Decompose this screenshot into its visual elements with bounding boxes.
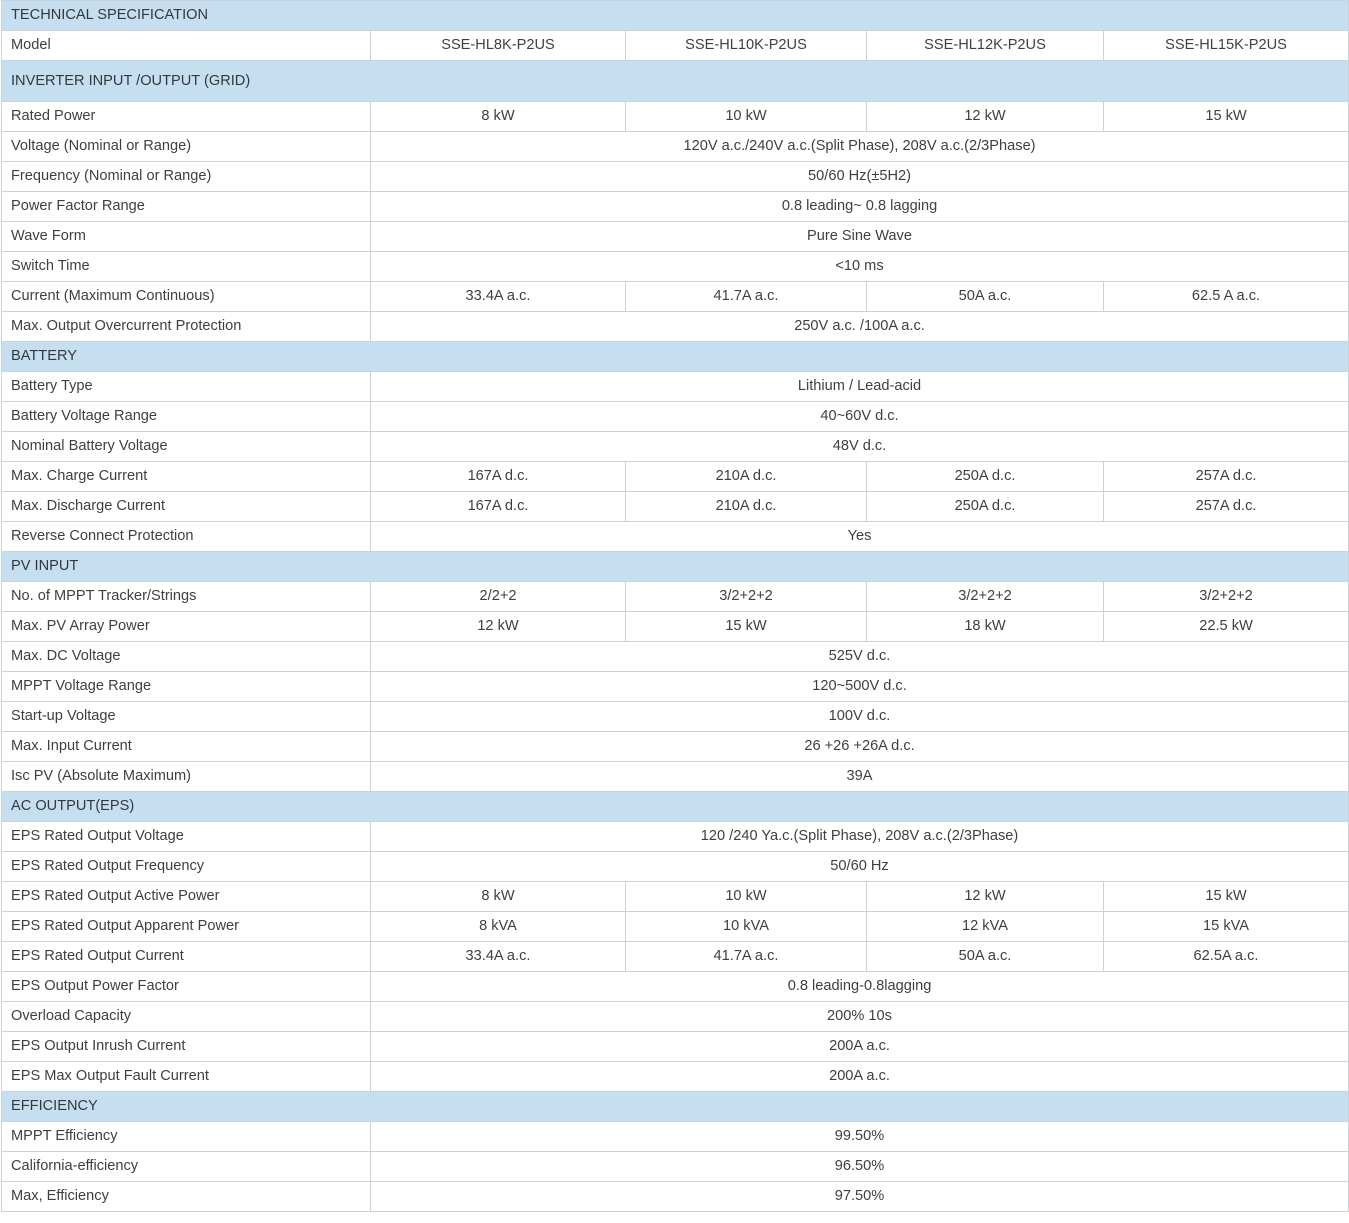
spec-row [2,312,1349,342]
spec-value: 15 kW [626,612,867,642]
spec-value-shared: 96.50% [371,1152,1349,1182]
section-header-row [2,342,1349,372]
spec-label: California-efficiency [2,1152,371,1182]
spec-label: Max, Efficiency [2,1182,371,1212]
spec-value-shared: 99.50% [371,1122,1349,1152]
spec-row [2,432,1349,462]
spec-value-shared: Yes [371,522,1349,552]
spec-value-shared: 200A a.c. [371,1062,1349,1092]
spec-value-shared: 26 +26 +26A d.c. [371,732,1349,762]
spec-row [2,282,1349,312]
spec-row [2,372,1349,402]
spec-value: 41.7A a.c. [626,942,867,972]
spec-value: 12 kW [867,882,1104,912]
spec-value-shared: 200A a.c. [371,1032,1349,1062]
spec-value: 12 kW [867,102,1104,132]
spec-value: 15 kVA [1104,912,1349,942]
spec-value-shared: 40~60V d.c. [371,402,1349,432]
spec-row [2,852,1349,882]
spec-value: 33.4A a.c. [371,282,626,312]
spec-label: Overload Capacity [2,1002,371,1032]
spec-row [2,132,1349,162]
model-name: SSE-HL10K-P2US [626,31,867,61]
spec-label: EPS Rated Output Apparent Power [2,912,371,942]
spec-row [2,462,1349,492]
spec-value: 250A d.c. [867,492,1104,522]
spec-row [2,402,1349,432]
spec-value: 8 kW [371,882,626,912]
spec-value-shared: 39A [371,762,1349,792]
spec-value: 3/2+2+2 [867,582,1104,612]
spec-row [2,882,1349,912]
section-header-row [2,552,1349,582]
spec-value: 18 kW [867,612,1104,642]
spec-value: 41.7A a.c. [626,282,867,312]
spec-label: Switch Time [2,252,371,282]
model-row [2,31,1349,61]
spec-row [2,732,1349,762]
spec-row [2,912,1349,942]
spec-value: 15 kW [1104,882,1349,912]
spec-label: Max. PV Array Power [2,612,371,642]
spec-value: 50A a.c. [867,942,1104,972]
spec-value-shared: <10 ms [371,252,1349,282]
spec-row [2,582,1349,612]
spec-row [2,702,1349,732]
section-header-row [2,792,1349,822]
spec-label: EPS Rated Output Frequency [2,852,371,882]
spec-value-shared: 48V d.c. [371,432,1349,462]
section-header: BATTERY [2,342,1349,372]
spec-table-body [2,1,1349,1212]
spec-value: 210A d.c. [626,462,867,492]
spec-value-shared: 50/60 Hz [371,852,1349,882]
spec-table [1,0,1349,1212]
model-name: SSE-HL8K-P2US [371,31,626,61]
spec-label: Battery Type [2,372,371,402]
spec-label: MPPT Efficiency [2,1122,371,1152]
spec-value-shared: 200% 10s [371,1002,1349,1032]
spec-label: Voltage (Nominal or Range) [2,132,371,162]
section-header-row [2,1092,1349,1122]
spec-row [2,942,1349,972]
spec-value: 12 kVA [867,912,1104,942]
model-name: SSE-HL12K-P2US [867,31,1104,61]
spec-value-shared: Pure Sine Wave [371,222,1349,252]
spec-row [2,192,1349,222]
spec-row [2,522,1349,552]
spec-label: EPS Rated Output Current [2,942,371,972]
section-header: INVERTER INPUT /OUTPUT (GRID) [2,61,1349,102]
spec-row [2,672,1349,702]
spec-value: 167A d.c. [371,462,626,492]
spec-value: 8 kVA [371,912,626,942]
spec-label: Current (Maximum Continuous) [2,282,371,312]
spec-row [2,972,1349,1002]
spec-row [2,1032,1349,1062]
spec-value: 12 kW [371,612,626,642]
spec-value: 3/2+2+2 [626,582,867,612]
spec-value: 167A d.c. [371,492,626,522]
spec-value-shared: 0.8 leading-0.8lagging [371,972,1349,1002]
spec-value: 50A a.c. [867,282,1104,312]
spec-value-shared: 120~500V d.c. [371,672,1349,702]
spec-row [2,102,1349,132]
spec-label: MPPT Voltage Range [2,672,371,702]
spec-label: No. of MPPT Tracker/Strings [2,582,371,612]
spec-value-shared: 250V a.c. /100A a.c. [371,312,1349,342]
spec-value: 22.5 kW [1104,612,1349,642]
spec-label: EPS Output Power Factor [2,972,371,1002]
spec-row [2,642,1349,672]
spec-label: EPS Rated Output Voltage [2,822,371,852]
spec-value: 8 kW [371,102,626,132]
spec-row [2,822,1349,852]
spec-value: 257A d.c. [1104,462,1349,492]
section-header: PV INPUT [2,552,1349,582]
spec-label: Max. Input Current [2,732,371,762]
spec-label: Battery Voltage Range [2,402,371,432]
spec-label: Isc PV (Absolute Maximum) [2,762,371,792]
spec-row [2,1002,1349,1032]
spec-value: 62.5A a.c. [1104,942,1349,972]
title-row [2,1,1349,31]
spec-row [2,1152,1349,1182]
spec-label: Max. DC Voltage [2,642,371,672]
spec-row [2,1182,1349,1212]
spec-value-shared: Lithium / Lead-acid [371,372,1349,402]
spec-value: 257A d.c. [1104,492,1349,522]
table-title: TECHNICAL SPECIFICATION [2,1,1349,31]
section-header: AC OUTPUT(EPS) [2,792,1349,822]
model-label: Model [2,31,371,61]
spec-label: Power Factor Range [2,192,371,222]
spec-value: 2/2+2 [371,582,626,612]
spec-label: Nominal Battery Voltage [2,432,371,462]
spec-row [2,162,1349,192]
section-header: EFFICIENCY [2,1092,1349,1122]
model-name: SSE-HL15K-P2US [1104,31,1349,61]
spec-value-shared: 97.50% [371,1182,1349,1212]
spec-label: Start-up Voltage [2,702,371,732]
spec-value: 10 kW [626,102,867,132]
spec-value: 10 kVA [626,912,867,942]
spec-label: Max. Discharge Current [2,492,371,522]
spec-row [2,1122,1349,1152]
spec-value: 210A d.c. [626,492,867,522]
spec-row [2,252,1349,282]
section-header-row [2,61,1349,102]
spec-value: 250A d.c. [867,462,1104,492]
spec-row [2,612,1349,642]
spec-row [2,1062,1349,1092]
spec-label: EPS Max Output Fault Current [2,1062,371,1092]
spec-label: Reverse Connect Protection [2,522,371,552]
spec-value-shared: 100V d.c. [371,702,1349,732]
spec-value-shared: 525V d.c. [371,642,1349,672]
spec-label: Frequency (Nominal or Range) [2,162,371,192]
spec-row [2,222,1349,252]
spec-row [2,492,1349,522]
spec-row [2,762,1349,792]
spec-label: EPS Rated Output Active Power [2,882,371,912]
spec-value: 10 kW [626,882,867,912]
spec-value: 62.5 A a.c. [1104,282,1349,312]
spec-label: Rated Power [2,102,371,132]
spec-label: EPS Output Inrush Current [2,1032,371,1062]
spec-label: Max. Output Overcurrent Protection [2,312,371,342]
spec-value-shared: 0.8 leading~ 0.8 lagging [371,192,1349,222]
spec-value-shared: 50/60 Hz(±5H2) [371,162,1349,192]
spec-value-shared: 120V a.c./240V a.c.(Split Phase), 208V a.c.(2/3Phase) [371,132,1349,162]
spec-label: Max. Charge Current [2,462,371,492]
spec-label: Wave Form [2,222,371,252]
spec-value: 33.4A a.c. [371,942,626,972]
spec-value: 3/2+2+2 [1104,582,1349,612]
spec-value-shared: 120 /240 Ya.c.(Split Phase), 208V a.c.(2/3Phase) [371,822,1349,852]
spec-value: 15 kW [1104,102,1349,132]
